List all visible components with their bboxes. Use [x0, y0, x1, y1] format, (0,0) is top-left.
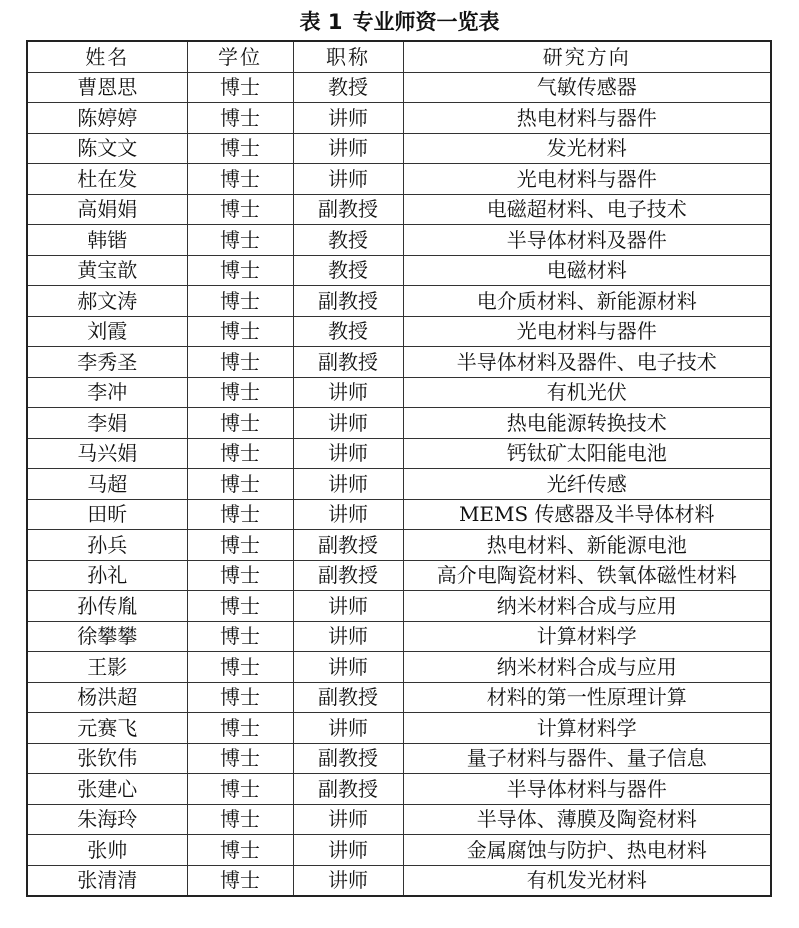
cell-degree: 博士 — [187, 652, 293, 683]
table-number: 表 1 — [299, 10, 343, 34]
cell-name: 韩锴 — [27, 225, 187, 256]
cell-title: 副教授 — [293, 286, 403, 317]
table-row — [27, 225, 771, 256]
cell-research-field: 气敏传感器 — [403, 72, 771, 103]
cell-research-field: 半导体材料与器件 — [403, 774, 771, 805]
cell-name: 高娟娟 — [27, 194, 187, 225]
cell-name: 陈文文 — [27, 133, 187, 164]
cell-degree: 博士 — [187, 286, 293, 317]
table-row — [27, 103, 771, 134]
cell-research-field: 电磁超材料、电子技术 — [403, 194, 771, 225]
table-row — [27, 347, 771, 378]
table-row — [27, 194, 771, 225]
table-row — [27, 713, 771, 744]
header-degree: 学位 — [187, 41, 293, 72]
cell-degree: 博士 — [187, 133, 293, 164]
cell-title: 讲师 — [293, 103, 403, 134]
cell-research-field: 量子材料与器件、量子信息 — [403, 743, 771, 774]
table-row — [27, 621, 771, 652]
table-row — [27, 804, 771, 835]
table-title: 专业师资一览表 — [352, 10, 500, 34]
cell-research-field: 热电材料、新能源电池 — [403, 530, 771, 561]
cell-degree: 博士 — [187, 865, 293, 896]
cell-name: 杨洪超 — [27, 682, 187, 713]
cell-name: 陈婷婷 — [27, 103, 187, 134]
cell-degree: 博士 — [187, 103, 293, 134]
cell-title: 讲师 — [293, 652, 403, 683]
table-body — [27, 72, 771, 896]
cell-name: 刘霞 — [27, 316, 187, 347]
cell-title: 讲师 — [293, 804, 403, 835]
cell-research-field: MEMS 传感器及半导体材料 — [403, 499, 771, 530]
cell-research-field: 纳米材料合成与应用 — [403, 652, 771, 683]
cell-title: 讲师 — [293, 438, 403, 469]
cell-degree: 博士 — [187, 469, 293, 500]
cell-research-field: 钙钛矿太阳能电池 — [403, 438, 771, 469]
table-row — [27, 72, 771, 103]
cell-title: 讲师 — [293, 621, 403, 652]
table-row — [27, 652, 771, 683]
cell-degree: 博士 — [187, 621, 293, 652]
cell-degree: 博士 — [187, 377, 293, 408]
cell-name: 徐攀攀 — [27, 621, 187, 652]
cell-title: 副教授 — [293, 194, 403, 225]
table-row — [27, 865, 771, 896]
cell-research-field: 热电材料与器件 — [403, 103, 771, 134]
table-row — [27, 164, 771, 195]
table-row — [27, 469, 771, 500]
cell-research-field: 电介质材料、新能源材料 — [403, 286, 771, 317]
cell-degree: 博士 — [187, 164, 293, 195]
cell-degree: 博士 — [187, 225, 293, 256]
cell-research-field: 发光材料 — [403, 133, 771, 164]
cell-research-field: 有机发光材料 — [403, 865, 771, 896]
cell-name: 张清清 — [27, 865, 187, 896]
table-row — [27, 316, 771, 347]
cell-name: 马兴娟 — [27, 438, 187, 469]
cell-degree: 博士 — [187, 743, 293, 774]
cell-title: 讲师 — [293, 408, 403, 439]
cell-title: 讲师 — [293, 377, 403, 408]
cell-degree: 博士 — [187, 194, 293, 225]
header-row — [27, 41, 771, 72]
table-row — [27, 377, 771, 408]
cell-name: 曹恩思 — [27, 72, 187, 103]
table-row — [27, 560, 771, 591]
cell-name: 朱海玲 — [27, 804, 187, 835]
cell-research-field: 计算材料学 — [403, 713, 771, 744]
table-row — [27, 286, 771, 317]
cell-research-field: 有机光伏 — [403, 377, 771, 408]
cell-degree: 博士 — [187, 347, 293, 378]
cell-research-field: 计算材料学 — [403, 621, 771, 652]
table-row — [27, 499, 771, 530]
cell-research-field: 光电材料与器件 — [403, 316, 771, 347]
cell-title: 讲师 — [293, 469, 403, 500]
cell-title: 讲师 — [293, 713, 403, 744]
table-header — [27, 41, 771, 72]
table-row — [27, 591, 771, 622]
cell-research-field: 半导体材料及器件、电子技术 — [403, 347, 771, 378]
table-row — [27, 743, 771, 774]
cell-name: 孙传胤 — [27, 591, 187, 622]
header-research-field: 研究方向 — [403, 41, 771, 72]
cell-name: 张建心 — [27, 774, 187, 805]
cell-degree: 博士 — [187, 682, 293, 713]
cell-research-field: 电磁材料 — [403, 255, 771, 286]
cell-name: 郝文涛 — [27, 286, 187, 317]
cell-name: 李秀圣 — [27, 347, 187, 378]
cell-name: 马超 — [27, 469, 187, 500]
cell-degree: 博士 — [187, 438, 293, 469]
cell-title: 讲师 — [293, 835, 403, 866]
cell-research-field: 半导体材料及器件 — [403, 225, 771, 256]
cell-title: 副教授 — [293, 774, 403, 805]
table-row — [27, 133, 771, 164]
table-row — [27, 682, 771, 713]
cell-title: 讲师 — [293, 591, 403, 622]
cell-title: 副教授 — [293, 682, 403, 713]
cell-name: 田昕 — [27, 499, 187, 530]
cell-research-field: 金属腐蚀与防护、热电材料 — [403, 835, 771, 866]
cell-degree: 博士 — [187, 316, 293, 347]
cell-research-field: 热电能源转换技术 — [403, 408, 771, 439]
cell-title: 讲师 — [293, 865, 403, 896]
table-caption — [0, 6, 799, 38]
cell-name: 孙兵 — [27, 530, 187, 561]
cell-title: 副教授 — [293, 743, 403, 774]
cell-degree: 博士 — [187, 774, 293, 805]
cell-degree: 博士 — [187, 804, 293, 835]
cell-title: 教授 — [293, 255, 403, 286]
cell-title: 讲师 — [293, 133, 403, 164]
header-title: 职称 — [293, 41, 403, 72]
table-row — [27, 438, 771, 469]
cell-name: 孙礼 — [27, 560, 187, 591]
cell-research-field: 光电材料与器件 — [403, 164, 771, 195]
cell-degree: 博士 — [187, 560, 293, 591]
cell-name: 杜在发 — [27, 164, 187, 195]
cell-title: 教授 — [293, 72, 403, 103]
cell-title: 讲师 — [293, 499, 403, 530]
table-row — [27, 835, 771, 866]
faculty-table — [26, 40, 772, 897]
cell-research-field: 半导体、薄膜及陶瓷材料 — [403, 804, 771, 835]
table-row — [27, 774, 771, 805]
cell-name: 张帅 — [27, 835, 187, 866]
table-row — [27, 530, 771, 561]
cell-name: 王影 — [27, 652, 187, 683]
cell-title: 教授 — [293, 316, 403, 347]
table-row — [27, 255, 771, 286]
cell-degree: 博士 — [187, 255, 293, 286]
cell-name: 张钦伟 — [27, 743, 187, 774]
cell-research-field: 高介电陶瓷材料、铁氧体磁性材料 — [403, 560, 771, 591]
cell-research-field: 材料的第一性原理计算 — [403, 682, 771, 713]
cell-degree: 博士 — [187, 835, 293, 866]
cell-research-field: 光纤传感 — [403, 469, 771, 500]
table-row — [27, 408, 771, 439]
cell-title: 副教授 — [293, 530, 403, 561]
cell-research-field: 纳米材料合成与应用 — [403, 591, 771, 622]
cell-title: 讲师 — [293, 164, 403, 195]
cell-title: 副教授 — [293, 560, 403, 591]
cell-degree: 博士 — [187, 530, 293, 561]
cell-title: 教授 — [293, 225, 403, 256]
cell-degree: 博士 — [187, 499, 293, 530]
cell-name: 李娟 — [27, 408, 187, 439]
cell-degree: 博士 — [187, 72, 293, 103]
cell-degree: 博士 — [187, 591, 293, 622]
cell-name: 黄宝歆 — [27, 255, 187, 286]
cell-degree: 博士 — [187, 408, 293, 439]
cell-name: 李冲 — [27, 377, 187, 408]
header-name: 姓名 — [27, 41, 187, 72]
cell-title: 副教授 — [293, 347, 403, 378]
cell-degree: 博士 — [187, 713, 293, 744]
cell-name: 元赛飞 — [27, 713, 187, 744]
